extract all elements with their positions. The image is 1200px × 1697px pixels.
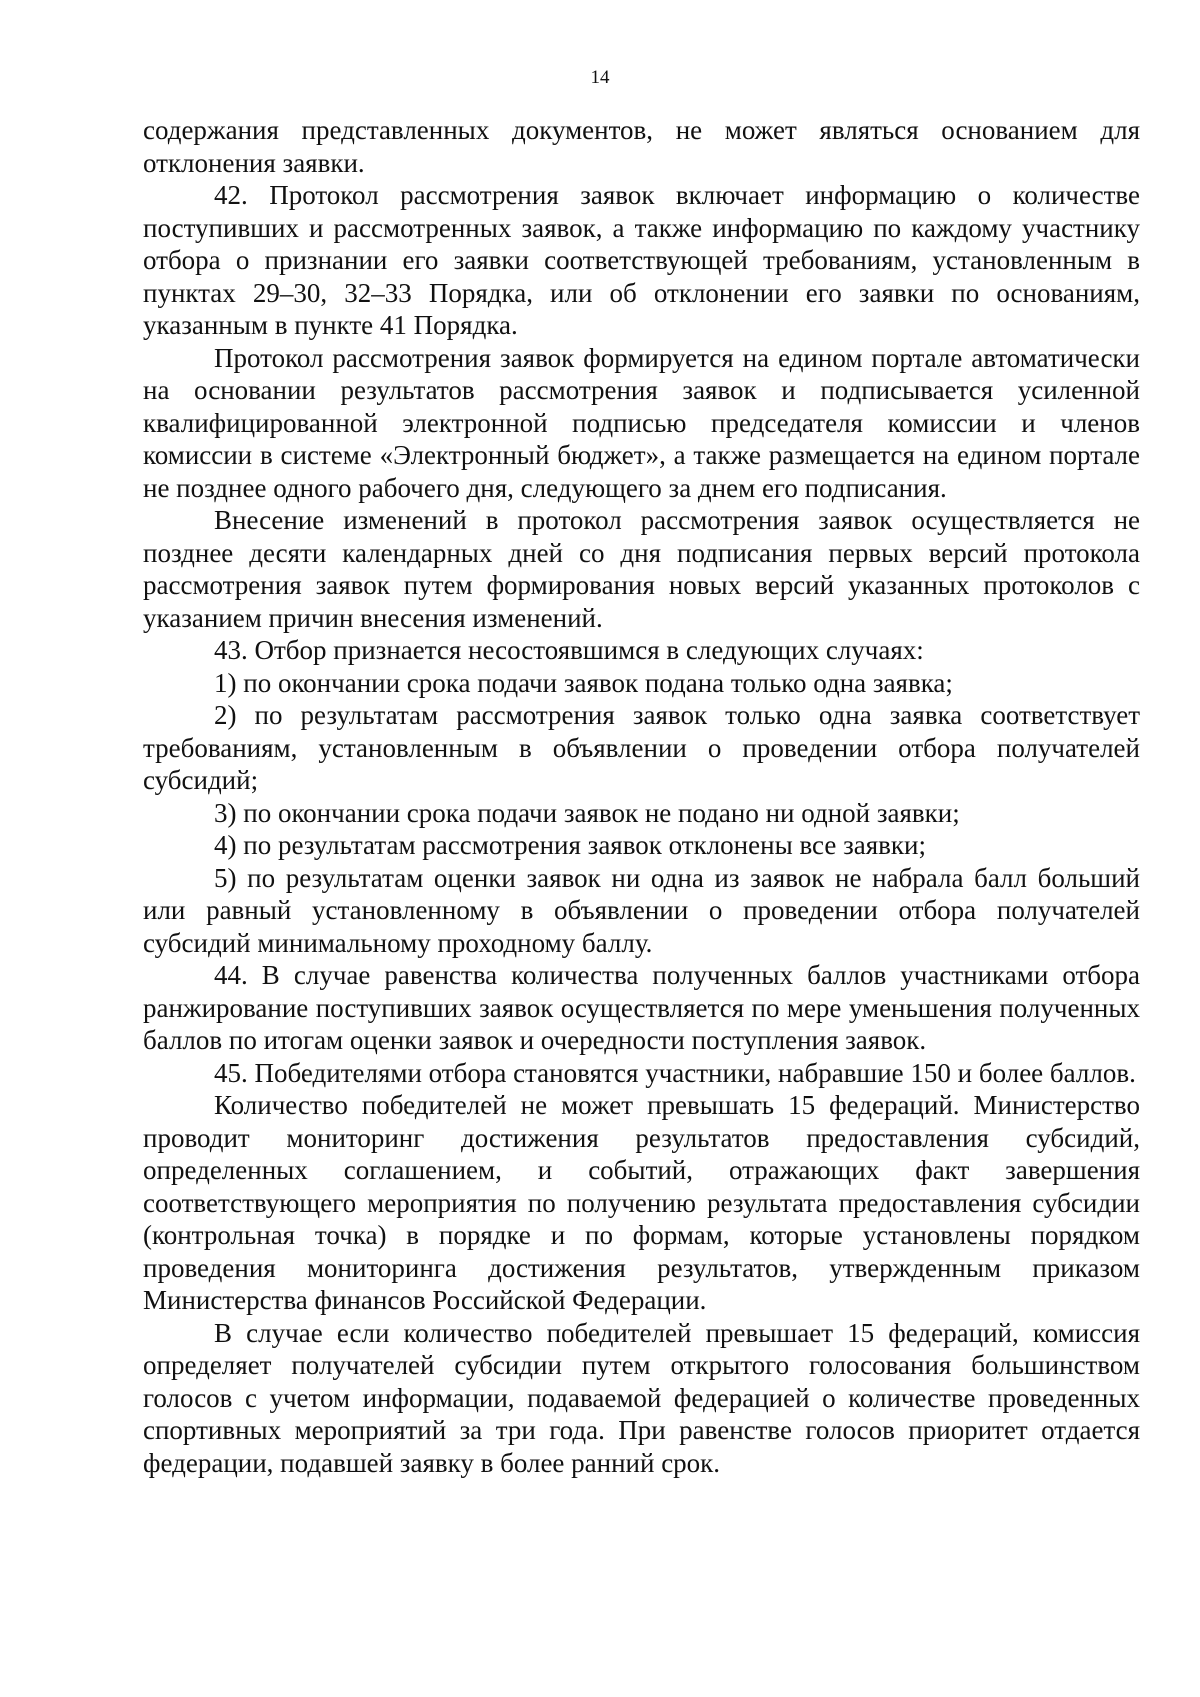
list-item-43-2: 2) по результатам рассмотрения заявок только одна заявка соответствует требованиям, установленным в объявлении о проведении отбора получателей субсидий; — [143, 700, 1140, 795]
paragraph-protocol-changes: Внесение изменений в протокол рассмотрения заявок осуществляется не позднее десяти календарных дней со дня подписания первых версий протокола рассмотрения заявок путем формирования новых версий указанных протоколов с указанием причин внесения изменений. — [143, 505, 1140, 633]
paragraph-clause-44: 44. В случае равенства количества полученных баллов участниками отбора ранжирование поступивших заявок осуществляется по мере уменьшения полученных баллов по итогам оценки заявок и очередности поступления заявок. — [143, 960, 1140, 1055]
list-item-43-4: 4) по результатам рассмотрения заявок отклонены все заявки; — [214, 830, 926, 860]
paragraph-winners-limit: Количество победителей не может превышать 15 федераций. Министерство проводит мониторинг достижения результатов предоставления субсидий, определенных соглашением, и событий, отражающих факт завершения соответствующего мероприятия по получению результата предоставления субсидии (контрольная точка) в порядке и по формам, которые установлены порядком проведения мониторинга достижения результатов, утвержденным приказом Министерства финансов Российской Федерации. — [143, 1090, 1140, 1315]
page-number: 14 — [590, 67, 610, 88]
list-item-43-1: 1) по окончании срока подачи заявок подана только одна заявка; — [214, 667, 953, 698]
paragraph-clause-42: 42. Протокол рассмотрения заявок включает информацию о количестве поступивших и рассмотренных заявок, а также информацию по каждому участнику отбора о признании его заявки соответствующей требованиям, установленным в пунктах 29–30, 32–33 Порядка, или об отклонении его заявки по основаниям, указанным в пункте 41 Порядка. — [143, 180, 1140, 340]
document-body — [143, 114, 1140, 1479]
paragraph-clause-45: 45. Победителями отбора становятся участники, набравшие 150 и более баллов. — [214, 1057, 1136, 1088]
list-item-43-5: 5) по результатам оценки заявок ни одна из заявок не набрала балл больший или равный установленному в объявлении о проведении отбора получателей субсидий минимальному проходному баллу. — [143, 862, 1140, 958]
list-item-43-3: 3) по окончании срока подачи заявок не подано ни одной заявки; — [214, 797, 960, 828]
paragraph-protocol-formation: Протокол рассмотрения заявок формируется на едином портале автоматически на основании результатов рассмотрения заявок и подписывается усиленной квалифицированной электронной подписью председателя комиссии и членов комиссии в системе «Электронный бюджет», а также размещается на едином портале не позднее одного рабочего дня, следующего за днем его подписания. — [143, 342, 1140, 503]
paragraph-continuation: содержания представленных документов, не может являться основанием для отклонения заявки. — [143, 115, 1140, 178]
paragraph-winners-vote: В случае если количество победителей превышает 15 федераций, комиссия определяет получателей субсидии путем открытого голосования большинством голосов с учетом информации, подаваемой федерацией о количестве проведенных спортивных мероприятий за три года. При равенстве голосов приоритет отдается федерации, подавшей заявку в более ранний срок. — [143, 1317, 1140, 1478]
paragraph-clause-43: 43. Отбор признается несостоявшимся в следующих случаях: — [214, 635, 924, 665]
